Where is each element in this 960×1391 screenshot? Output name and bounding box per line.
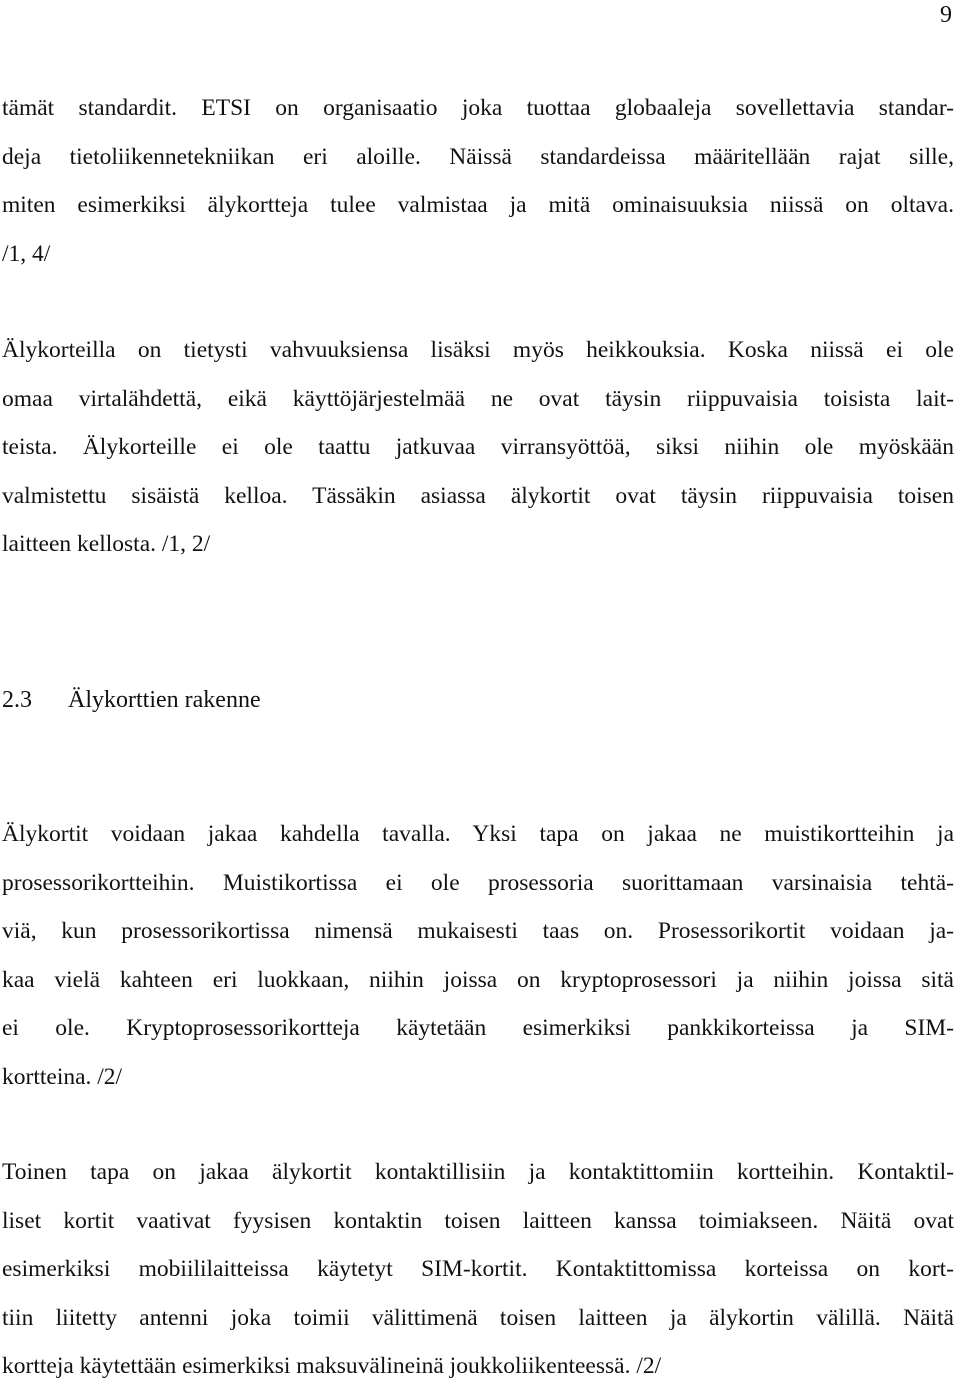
text-line: Älykorteilla on tietysti vahvuuksiensa lisäksi myös heikkouksia. Koska niissä ei ole	[2, 337, 954, 363]
text-line: laitteen kellosta. /1, 2/	[2, 531, 211, 557]
text-line: deja tietoliikennetekniikan eri aloille. Näissä standardeissa määritellään rajat sille,	[2, 143, 954, 170]
paragraph-1	[2, 84, 954, 278]
text-line: Toinen tapa on jakaa älykortit kontaktillisiin ja kontaktittomiin kortteihin. Kontaktil-	[2, 1159, 954, 1185]
text-line: kortteja käytettään esimerkiksi maksuvälineinä joukkoliikenteessä. /2/	[2, 1353, 662, 1379]
text-line: tiin liitetty antenni joka toimii välittimenä toisen laitteen ja älykortin välillä. Näitä	[2, 1304, 954, 1331]
text-line: prosessorikortteihin. Muistikortissa ei ole prosessoria suorittamaan varsinaisia tehtä-	[2, 869, 954, 896]
section-title: Älykorttien rakenne	[68, 687, 261, 713]
text-line: liset kortit vaativat fyysisen kontaktin toisen laitteen kanssa toimiakseen. Näitä ovat	[2, 1207, 954, 1234]
page-number: 9	[940, 2, 952, 28]
text-line: ei ole. Kryptoprosessorikortteja käytetään esimerkiksi pankkikorteissa ja SIM-	[2, 1015, 954, 1041]
text-line: Älykortit voidaan jakaa kahdella tavalla. Yksi tapa on jakaa ne muistikortteihin ja	[2, 821, 954, 847]
text-line: teista. Älykorteille ei ole taattu jatkuvaa virransyöttöä, siksi niihin ole myöskään	[2, 434, 954, 460]
text-line: valmistettu sisäistä kelloa. Tässäkin asiassa älykortit ovat täysin riippuvaisia toisen	[2, 482, 954, 509]
text-line: viä, kun prosessorikortissa nimensä mukaisesti taas on. Prosessorikortit voidaan ja-	[2, 918, 954, 944]
section-heading	[2, 680, 261, 720]
text-line: /1, 4/	[2, 240, 51, 267]
text-line: miten esimerkiksi älykortteja tulee valmistaa ja mitä ominaisuuksia niissä on oltava.	[2, 192, 954, 218]
paragraph-2	[2, 326, 954, 569]
text-line: esimerkiksi mobiililaitteissa käytetyt SIM-kortit. Kontaktittomissa korteissa on kort-	[2, 1256, 954, 1282]
text-line: omaa virtalähdettä, eikä käyttöjärjestelmää ne ovat täysin riippuvaisia toisista lait-	[2, 385, 954, 412]
text-line: kaa vielä kahteen eri luokkaan, niihin joissa on kryptoprosessori ja niihin joissa sitä	[2, 966, 954, 993]
paragraph-4	[2, 1148, 954, 1391]
text-line: tämät standardit. ETSI on organisaatio joka tuottaa globaaleja sovellettavia standar-	[2, 95, 954, 121]
text-line: kortteina. /2/	[2, 1063, 123, 1090]
section-number: 2.3	[2, 687, 32, 713]
paragraph-3	[2, 810, 954, 1101]
